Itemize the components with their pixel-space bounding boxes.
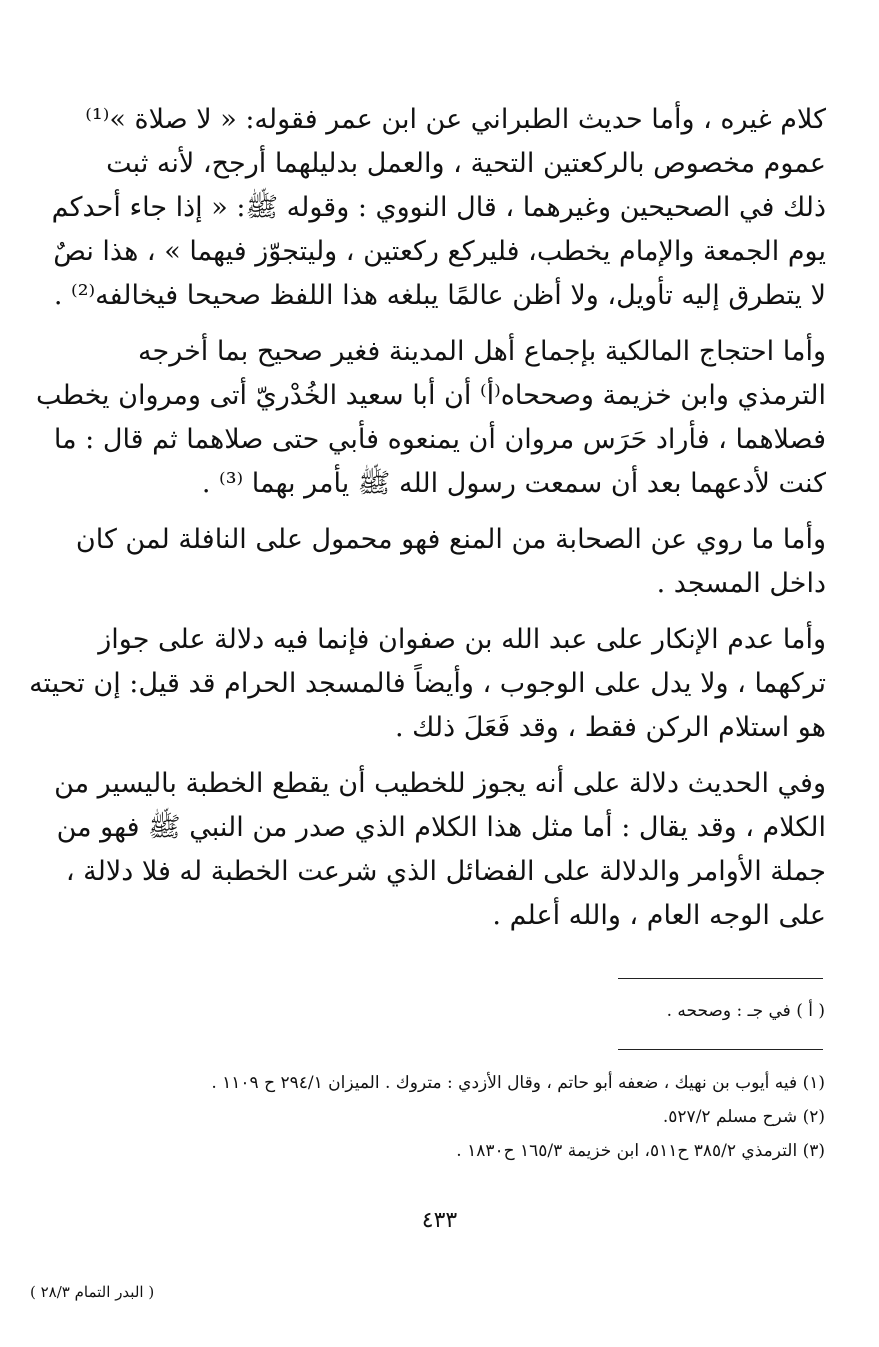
footnote: (٣) الترمذي ٣٨٥/٢ ح٥١١، ابن خزيمة ١٦٥/٣ ح١٨٣٠ . bbox=[456, 1141, 825, 1161]
text-line: وأما احتجاج المالكية بإجماع أهل المدينة فغير صحيح بما أخرجه bbox=[138, 336, 826, 367]
text-line: كنت لأدعهما بعد أن سمعت رسول الله ﷺ يأمر بهما ⁽³⁾ . bbox=[201, 468, 826, 499]
paragraph bbox=[51, 98, 826, 318]
paragraph bbox=[35, 330, 826, 506]
main-text bbox=[29, 98, 826, 938]
page-number: ٤٣٣ bbox=[421, 1208, 458, 1233]
text-line: جملة الأوامر والدلالة على الفضائل الذي شرعت الخطبة له فلا دلالة ، bbox=[65, 856, 826, 887]
footnote: (١) فيه أيوب بن نهيك ، ضعفه أبو حاتم ، وقال الأزدي : متروك . الميزان ٢٩٤/١ ح ١١٠٩ . bbox=[211, 1073, 825, 1093]
variant-note-line: ( أ ) في جـ : وصححه . bbox=[666, 1001, 825, 1021]
footnote: (٢) شرح مسلم ٥٢٧/٢. bbox=[662, 1107, 825, 1127]
text-line: وأما ما روي عن الصحابة من المنع فهو محمول على النافلة لمن كان bbox=[75, 524, 826, 555]
text-line: ذلك في الصحيحين وغيرهما ، قال النووي : وقوله ﷺ: « إذا جاء أحدكم bbox=[51, 192, 826, 223]
text-line: داخل المسجد . bbox=[656, 568, 826, 599]
text-line: الترمذي وابن خزيمة وصححاه⁽أ⁾ أن أبا سعيد الخُدْريّ أتى ومروان يخطب bbox=[35, 380, 826, 411]
text-line: وأما عدم الإنكار على عبد الله بن صفوان فإنما فيه دلالة على جواز bbox=[98, 624, 826, 655]
separator-rule bbox=[618, 978, 823, 979]
paragraph bbox=[54, 762, 826, 938]
text-line: فصلاهما ، فأراد حَرَس مروان أن يمنعوه فأبي حتى صلاهما ثم قال : ما bbox=[53, 424, 826, 455]
variant-note bbox=[165, 994, 825, 1028]
text-line: يوم الجمعة والإمام يخطب، فليركع ركعتين ، وليتجوّز فيهما » ، هذا نصٌ bbox=[53, 236, 826, 267]
text-line: كلام غيره ، وأما حديث الطبراني عن ابن عمر فقوله: « لا صلاة »⁽¹⁾ bbox=[85, 104, 826, 135]
text-line: لا يتطرق إليه تأويل، ولا أظن عالمًا يبلغه هذا اللفظ صحيحا فيخالفه⁽²⁾ . bbox=[53, 280, 826, 311]
text-line: وفي الحديث دلالة على أنه يجوز للخطيب أن يقطع الخطبة باليسير من bbox=[54, 768, 826, 799]
text-line: هو استلام الركن فقط ، وقد فَعَلَ ذلك . bbox=[395, 712, 826, 743]
paragraph bbox=[29, 618, 826, 750]
text-line: الكلام ، وقد يقال : أما مثل هذا الكلام الذي صدر من النبي ﷺ فهو من bbox=[56, 812, 826, 843]
footnotes bbox=[165, 1066, 825, 1168]
text-line: على الوجه العام ، والله أعلم . bbox=[492, 900, 826, 931]
text-line: عموم مخصوص بالركعتين التحية ، والعمل بدليلهما أرجح، لأنه ثبت bbox=[106, 148, 826, 179]
text-line: تركهما ، ولا يدل على الوجوب ، وأيضاً فالمسجد الحرام قد قيل: إن تحيته bbox=[29, 668, 826, 699]
paragraph bbox=[75, 518, 826, 606]
separator-rule bbox=[618, 1049, 823, 1050]
running-footer: ( البدر التمام ٢٨/٣ ) bbox=[30, 1283, 155, 1301]
